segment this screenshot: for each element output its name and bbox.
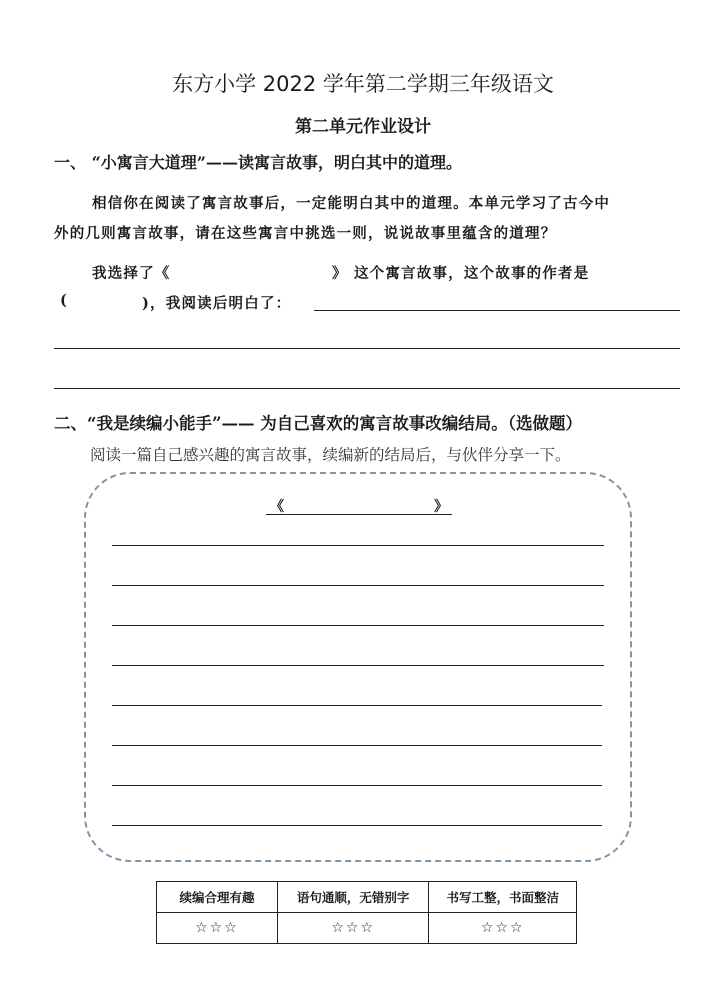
- rubric-header-1: 续编合理有趣: [157, 882, 278, 913]
- story-title-blank[interactable]: [186, 262, 326, 282]
- table-row: [157, 913, 577, 944]
- writing-line-5[interactable]: [112, 705, 602, 706]
- section2-heading: 二、“我是续编小能手”—— 为自己喜欢的寓言故事改编结局。（选做题）: [54, 414, 582, 433]
- writing-line-1[interactable]: [112, 545, 604, 546]
- writing-line-7[interactable]: [112, 785, 602, 786]
- answer-line-3[interactable]: [54, 388, 680, 389]
- writing-line-8[interactable]: [112, 825, 602, 826]
- rating-stars-3[interactable]: ☆☆☆: [429, 913, 577, 944]
- answer-line-2[interactable]: [54, 348, 680, 349]
- writing-line-3[interactable]: [112, 625, 604, 626]
- evaluation-table: [156, 881, 577, 944]
- rating-stars-1[interactable]: ☆☆☆: [157, 913, 278, 944]
- author-blank[interactable]: [76, 292, 136, 312]
- author-close-text: )，我阅读后明白了：: [142, 295, 292, 312]
- author-open-paren: (: [60, 292, 69, 309]
- rubric-header-2: 语句通顺，无错别字: [277, 882, 429, 913]
- writing-line-4[interactable]: [112, 665, 604, 666]
- section1-heading: 一、 “小寓言大道理”——读寓言故事，明白其中的道理。: [54, 153, 462, 172]
- writing-line-6[interactable]: [112, 745, 602, 746]
- writing-box: [84, 472, 632, 862]
- story-title-close-bracket: 》: [434, 499, 448, 515]
- story-title-open-bracket: 《: [270, 499, 284, 515]
- section2-instruction: 阅读一篇自己感兴趣的寓言故事，续编新的结局后，与伙伴分享一下。: [90, 446, 571, 464]
- section1-paragraph-line1: 相信你在阅读了寓言故事后，一定能明白其中的道理。本单元学习了古今中: [92, 195, 611, 212]
- answer-line-1[interactable]: [314, 310, 680, 311]
- section1-paragraph-line2: 外的几则寓言故事，请在这些寓言中挑选一则，说说故事里蕴含的道理？: [54, 225, 557, 242]
- story-title-underline[interactable]: [266, 514, 452, 515]
- fill-prefix-text: 我选择了《: [92, 265, 171, 282]
- rubric-header-3: 书写工整，书面整洁: [429, 882, 577, 913]
- fill-middle-text: 》 这个寓言故事，这个故事的作者是: [332, 265, 590, 282]
- document-title: 东方小学 2022 学年第二学期三年级语文: [172, 72, 554, 96]
- document-subtitle: 第二单元作业设计: [295, 117, 431, 137]
- writing-line-2[interactable]: [112, 585, 604, 586]
- table-row: [157, 882, 577, 913]
- rating-stars-2[interactable]: ☆☆☆: [277, 913, 429, 944]
